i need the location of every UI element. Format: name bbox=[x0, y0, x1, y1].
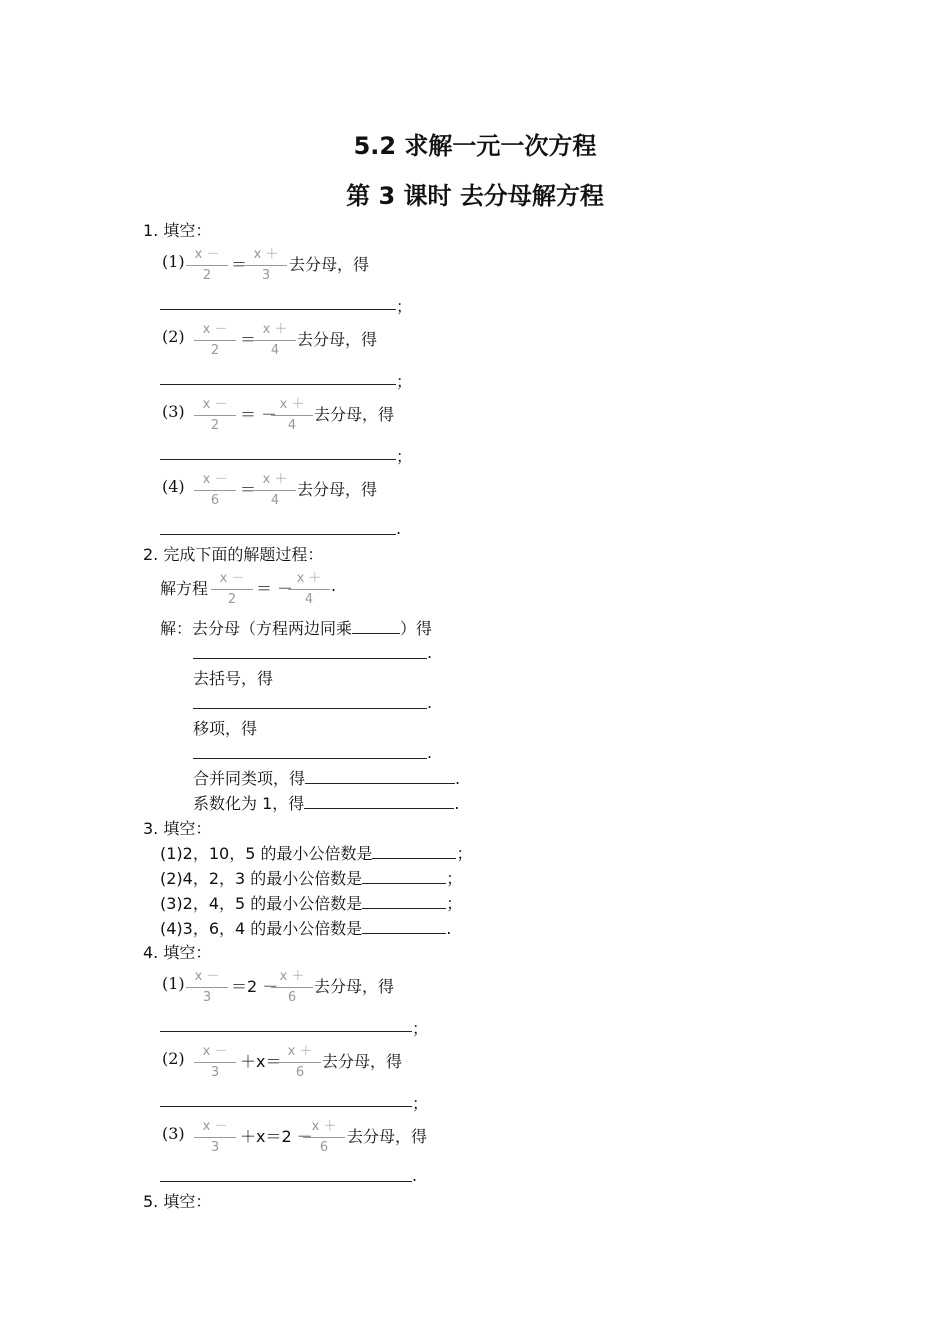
q2-step-1: 解：去分母（方程两边同乘 ）得 bbox=[160, 619, 433, 638]
q3-item: (4)3，6，4 的最小公倍数是 . bbox=[160, 919, 452, 938]
q1-3-end: ； bbox=[396, 447, 413, 466]
q4-2-mid: ＋x＝ bbox=[240, 1052, 282, 1071]
fraction: x ＋ 6 bbox=[269, 968, 315, 1007]
q2-step-3: 移项，得 bbox=[193, 719, 258, 738]
q1-label: 1. 填空： bbox=[143, 221, 212, 240]
q4-2-tail: 去分母，得 bbox=[322, 1052, 403, 1071]
fraction: x － 2 bbox=[209, 570, 255, 609]
q3-label: 3. 填空： bbox=[143, 819, 212, 838]
answer-blank[interactable] bbox=[160, 534, 396, 535]
q2-step-5: 系数化为 1，得 . bbox=[193, 794, 460, 813]
q4-1-tag: (1) bbox=[162, 974, 185, 993]
answer-blank[interactable] bbox=[305, 769, 455, 784]
answer-blank[interactable] bbox=[372, 844, 456, 859]
q2-prefix: 解方程 bbox=[160, 579, 209, 598]
q4-2-tag: (2) bbox=[162, 1049, 185, 1068]
equals-sign: ＝ － bbox=[240, 405, 278, 424]
fraction: x ＋ 4 bbox=[252, 471, 298, 510]
answer-blank[interactable] bbox=[362, 919, 446, 934]
q2-dot: . bbox=[331, 576, 337, 595]
q1-3-tail: 去分母，得 bbox=[314, 405, 395, 424]
answer-blank[interactable] bbox=[160, 1031, 412, 1032]
answer-blank[interactable] bbox=[304, 794, 454, 809]
multiplier-blank[interactable] bbox=[352, 619, 400, 634]
fraction: x ＋ 4 bbox=[286, 570, 332, 609]
q2-dot-1: . bbox=[427, 643, 433, 662]
answer-blank[interactable] bbox=[160, 1181, 412, 1182]
equals-sign: ＝ bbox=[240, 330, 257, 349]
fraction: x － 2 bbox=[192, 321, 238, 360]
q4-3-tail: 去分母，得 bbox=[347, 1127, 428, 1146]
q3-item: (2)4，2，3 的最小公倍数是 ； bbox=[160, 869, 463, 888]
q3-item: (1)2，10，5 的最小公倍数是 ； bbox=[160, 844, 473, 863]
q4-3-tag: (3) bbox=[162, 1124, 185, 1143]
q4-2-end: ； bbox=[412, 1094, 429, 1113]
q1-4-end: . bbox=[396, 519, 402, 538]
q4-1-end: ； bbox=[412, 1019, 429, 1038]
q2-dot-3: . bbox=[427, 743, 433, 762]
q5-label: 5. 填空： bbox=[143, 1192, 212, 1211]
answer-blank[interactable] bbox=[160, 309, 396, 310]
fraction: x ＋ 6 bbox=[277, 1043, 323, 1082]
q1-4-tail: 去分母，得 bbox=[297, 480, 378, 499]
answer-blank[interactable] bbox=[193, 758, 427, 759]
q2-label: 2. 完成下面的解题过程： bbox=[143, 545, 324, 564]
q4-1-mid: ＝2 － bbox=[231, 977, 279, 996]
fraction: x ＋ 3 bbox=[243, 246, 289, 285]
q1-2-tail: 去分母，得 bbox=[297, 330, 378, 349]
answer-blank[interactable] bbox=[160, 459, 396, 460]
fraction: x ＋ 4 bbox=[252, 321, 298, 360]
equals-sign: ＝ bbox=[231, 255, 248, 274]
q4-1-tail: 去分母，得 bbox=[314, 977, 395, 996]
equals-sign: ＝ bbox=[240, 480, 257, 499]
title-line-2: 第 3 课时 去分母解方程 bbox=[346, 182, 604, 210]
equals-sign: ＝ － bbox=[256, 579, 294, 598]
q4-3-end: . bbox=[412, 1166, 418, 1185]
answer-blank[interactable] bbox=[160, 384, 396, 385]
answer-blank[interactable] bbox=[193, 658, 427, 659]
fraction: x － 2 bbox=[192, 396, 238, 435]
q1-4-tag: (4) bbox=[162, 477, 185, 496]
answer-blank[interactable] bbox=[160, 1106, 412, 1107]
answer-blank[interactable] bbox=[362, 869, 446, 884]
q4-label: 4. 填空： bbox=[143, 943, 212, 962]
q3-item: (3)2，4，5 的最小公倍数是 ； bbox=[160, 894, 463, 913]
fraction: x ＋ 6 bbox=[301, 1118, 347, 1157]
fraction: x － 3 bbox=[192, 1118, 238, 1157]
q1-2-tag: (2) bbox=[162, 327, 185, 346]
title-line-1: 5.2 求解一元一次方程 bbox=[353, 132, 597, 160]
q4-3-mid: ＋x＝2 － bbox=[240, 1127, 313, 1146]
q2-step-2: 去括号，得 bbox=[193, 669, 274, 688]
q1-2-end: ； bbox=[396, 372, 413, 391]
fraction: x － 3 bbox=[192, 1043, 238, 1082]
q1-1-tag: (1) bbox=[162, 252, 185, 271]
fraction: x ＋ 4 bbox=[269, 396, 315, 435]
q1-1-tail: 去分母，得 bbox=[289, 255, 370, 274]
fraction: x － 2 bbox=[184, 246, 230, 285]
answer-blank[interactable] bbox=[362, 894, 446, 909]
q1-1-end: ； bbox=[396, 297, 413, 316]
q1-3-tag: (3) bbox=[162, 402, 185, 421]
answer-blank[interactable] bbox=[193, 708, 427, 709]
fraction: x － 3 bbox=[184, 968, 230, 1007]
fraction: x － 6 bbox=[192, 471, 238, 510]
q2-dot-2: . bbox=[427, 693, 433, 712]
q2-step-4: 合并同类项，得 . bbox=[193, 769, 461, 788]
